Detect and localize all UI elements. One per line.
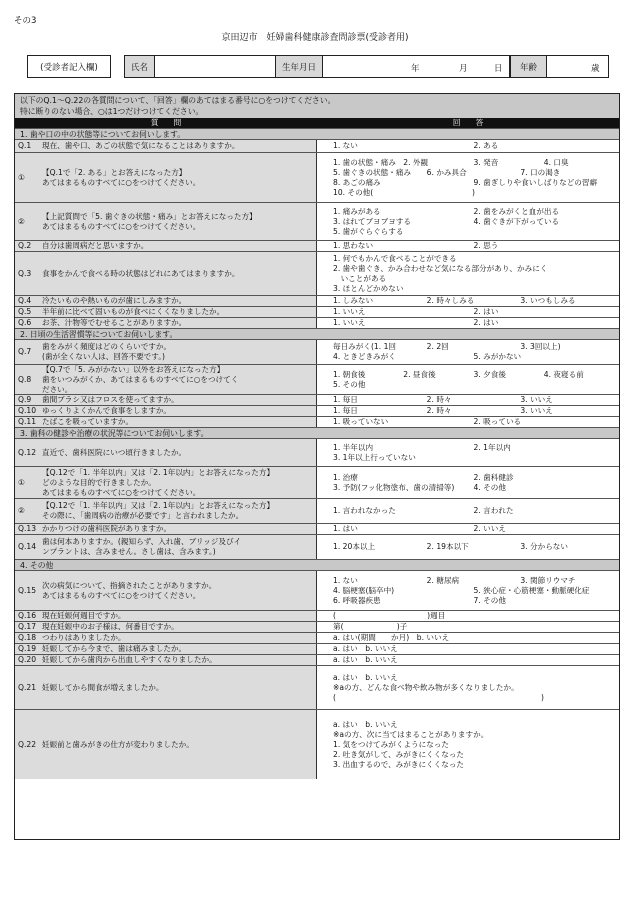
- answer-cell[interactable]: [317, 622, 619, 632]
- question-row: [15, 405, 619, 416]
- question-text: たばこを吸っていますか。: [42, 417, 134, 426]
- question-number: Q.18: [18, 633, 37, 642]
- answer-option[interactable]: 1. 言われなかった: [333, 506, 396, 515]
- question-cell: [15, 241, 317, 251]
- question-text: 妊娠前と歯みがきの仕方が変わりましたか。: [42, 739, 194, 749]
- question-row: [15, 152, 619, 202]
- question-text: かかりつけの歯科医院がありますか。: [42, 524, 172, 533]
- name-label-cell: 氏名: [124, 55, 155, 78]
- answer-option[interactable]: 3. いいえ: [520, 406, 553, 415]
- question-cell: [15, 622, 317, 632]
- question-number: Q.8: [18, 374, 32, 384]
- question-text: 現在妊娠中のお子様は、何番目ですか。: [42, 622, 179, 631]
- answer-option[interactable]: 5. 歯がぐらぐらする: [333, 226, 404, 236]
- question-cell: [15, 571, 317, 610]
- answer-option[interactable]: 1. はい: [333, 524, 358, 533]
- answer-option[interactable]: 2. 吐き気がして、みがきにくくなった: [333, 749, 465, 759]
- answer-option[interactable]: 5. 狭心症・心筋梗塞・動脈硬化症: [473, 585, 590, 595]
- question-text: 冷たいものや熱いものが歯にしみますか。: [42, 296, 187, 305]
- question-cell: [15, 467, 317, 498]
- answer-option[interactable]: 2. 昼食後: [403, 369, 436, 379]
- answer-option[interactable]: 1. 歯の状態・痛み: [333, 157, 396, 167]
- answer-line: [333, 453, 614, 463]
- answer-line: [333, 395, 614, 405]
- answer-line: [333, 473, 614, 483]
- question-text: つわりはありましたか。: [42, 633, 126, 642]
- answer-option[interactable]: 2. 時々: [426, 406, 452, 415]
- question-text: 食事をかんで食べる時の状態はどれにあてはまりますか。: [42, 268, 240, 278]
- answer-option[interactable]: 1. 吸っていない: [333, 417, 389, 426]
- answer-option[interactable]: 3. 3回以上): [520, 342, 561, 351]
- question-row: [15, 570, 619, 610]
- question-text: 次の病気について、指摘されたことがありますか。 あてはまるものすべてに○をつけてください。: [42, 580, 217, 600]
- answer-line: [333, 178, 614, 188]
- answer-line: [333, 307, 614, 317]
- answer-cell[interactable]: [317, 467, 619, 498]
- answer-line: [333, 596, 614, 606]
- question-row: [15, 523, 619, 534]
- answer-line: [333, 644, 614, 654]
- age-label-cell: 年齢: [510, 55, 547, 78]
- answer-line: [333, 586, 614, 596]
- answer-line: [333, 274, 614, 284]
- question-cell: [15, 307, 317, 317]
- question-row: [15, 306, 619, 317]
- answer-option[interactable]: 3. 発音: [473, 157, 499, 167]
- answer-line: [333, 227, 614, 237]
- question-number: Q.19: [18, 644, 37, 653]
- answer-cell[interactable]: [317, 153, 619, 202]
- question-row: [15, 632, 619, 643]
- answer-cell[interactable]: [317, 666, 619, 709]
- question-text: お茶、汁物等でむせることがありますか。: [42, 318, 187, 327]
- answer-cell[interactable]: [317, 140, 619, 152]
- answer-line: [333, 720, 614, 730]
- question-cell: [15, 365, 317, 394]
- question-row: [15, 466, 619, 498]
- answer-option[interactable]: 2. 外観: [403, 157, 429, 167]
- answer-cell[interactable]: [317, 241, 619, 251]
- answer-line: [333, 380, 614, 390]
- answer-line: [333, 576, 614, 586]
- question-number: Q.14: [18, 542, 37, 551]
- question-cell: [15, 666, 317, 709]
- question-cell: [15, 611, 317, 621]
- answer-line: [333, 141, 614, 151]
- answer-option[interactable]: a. はい b. いいえ: [333, 644, 398, 653]
- answer-option[interactable]: 1. ない: [333, 575, 358, 585]
- answer-line: [333, 524, 614, 534]
- answer-option[interactable]: 1. 何でもかんで食べることができる: [333, 253, 457, 263]
- answer-option[interactable]: 4. ときどきみがく: [333, 352, 396, 361]
- answer-option[interactable]: いことがある: [333, 273, 387, 283]
- answer-option[interactable]: 3. 1年以上行っていない: [333, 452, 416, 462]
- answer-option[interactable]: 2. 時々しみる: [426, 296, 475, 305]
- answer-cell[interactable]: [317, 644, 619, 654]
- question-row: [15, 534, 619, 559]
- answer-cell[interactable]: [317, 203, 619, 240]
- answer-option[interactable]: 2. 19本以下: [426, 542, 469, 551]
- question-row: [15, 364, 619, 394]
- question-number: ①: [18, 172, 25, 182]
- question-number: Q.21: [18, 682, 37, 692]
- answer-line: [333, 483, 614, 493]
- question-number: Q.11: [18, 417, 37, 426]
- answer-option[interactable]: 3. 出血するので、みがきにくくなった: [333, 759, 465, 769]
- answer-option[interactable]: 6. 呼吸器疾患: [333, 595, 381, 605]
- question-row: [15, 251, 619, 295]
- answer-line: [333, 417, 614, 427]
- question-number: Q.10: [18, 406, 37, 415]
- answer-cell[interactable]: [317, 524, 619, 534]
- answer-option[interactable]: 3. 予防(フッ化物塗布、歯の清掃等): [333, 482, 455, 492]
- answer-option[interactable]: 3. ほとんどかめない: [333, 283, 404, 293]
- answer-option[interactable]: ( )週目: [333, 611, 446, 620]
- answer-line: [333, 655, 614, 665]
- answer-line: [333, 158, 614, 168]
- answer-option[interactable]: 3. 分からない: [520, 542, 568, 551]
- question-text: 歯間ブラシ又はフロスを使ってますか。: [42, 395, 179, 404]
- answer-cell[interactable]: [317, 417, 619, 427]
- column-header: [15, 118, 619, 128]
- question-text: 妊娠してから今まで、歯は痛みましたか。: [42, 644, 187, 653]
- question-text: ゆっくりよくかんで食事をしますか。: [42, 406, 172, 415]
- instruction-line: 以下のQ.1〜Q.22の各質問について、「回答」欄のあてはまる番号に○をつけてください。: [20, 96, 336, 105]
- recipient-note-label: (受診者記入欄): [40, 62, 98, 73]
- answer-cell[interactable]: [317, 611, 619, 621]
- question-row: [15, 416, 619, 427]
- question-cell: [15, 153, 317, 202]
- question-number: Q.9: [18, 395, 32, 404]
- answer-option[interactable]: 3. はれてブヨブヨする: [333, 216, 412, 226]
- answer-option[interactable]: 5. 歯ぐきの状態・痛み: [333, 167, 412, 177]
- answer-option[interactable]: 4. 歯ぐきが下がっている: [473, 216, 560, 226]
- question-number: Q.4: [18, 296, 32, 305]
- answer-line: [333, 683, 614, 693]
- answer-cell[interactable]: [317, 633, 619, 643]
- question-text: 歯をみがく頻度はどのくらいですか。 (歯が全くない人は、回答不要です。): [42, 342, 172, 361]
- answer-option[interactable]: 2. 吸っている: [473, 417, 522, 426]
- dob-month-label: 月: [459, 64, 468, 74]
- answer-cell[interactable]: [317, 655, 619, 665]
- question-number: Q.16: [18, 611, 37, 620]
- answer-option[interactable]: ※aの方、次に当てはまることがありますか。: [333, 729, 489, 739]
- question-text: 妊娠してから間食が増えましたか。: [42, 682, 164, 692]
- answer-option[interactable]: 2. 1年以内: [473, 442, 511, 452]
- question-number: ②: [18, 216, 25, 226]
- question-text: 歯は何本ありますか。(親知らず、入れ歯、ブリッジ及びイ ンプラントは、含みません。さし歯は、含みます。): [42, 537, 242, 556]
- answer-line: [333, 673, 614, 683]
- answer-cell[interactable]: [317, 710, 619, 779]
- question-text: 【Q.12で「1. 半年以内」又は「2. 1年以内」とお答えになった方】 その際に、「歯周病の治療が必要です」と言われましたか。: [42, 501, 275, 520]
- question-cell: [15, 644, 317, 654]
- age-unit: 歳: [591, 64, 600, 74]
- question-text: 現在妊娠何週目ですか。: [42, 611, 126, 620]
- answer-option[interactable]: 1. いいえ: [333, 307, 366, 316]
- section-header: 3. 歯科の健診や治療の状況等についてお伺いします。: [15, 427, 619, 438]
- answer-option[interactable]: 2. はい: [473, 307, 499, 316]
- page-title: 京田辺市 妊婦歯科健康診査問診票(受診者用): [221, 33, 409, 43]
- answer-option[interactable]: 1. しみない: [333, 296, 374, 305]
- answer-cell[interactable]: [317, 318, 619, 328]
- answer-line: [333, 406, 614, 416]
- answer-line: [333, 760, 614, 770]
- instructions: [15, 94, 619, 118]
- answer-cell[interactable]: [317, 340, 619, 364]
- answer-option[interactable]: 4. 口臭: [543, 157, 569, 167]
- answer-option[interactable]: 5. みがかない: [473, 352, 522, 361]
- answer-option[interactable]: 2. 歯科健診: [473, 472, 514, 482]
- answer-option[interactable]: 1. 毎日: [333, 395, 358, 404]
- answer-line: [333, 296, 614, 306]
- answer-option[interactable]: 2. 歯や歯ぐき、かみ合わせなど気になる部分があり、かみにく: [333, 263, 548, 273]
- question-number: Q.15: [18, 585, 37, 595]
- answer-option[interactable]: 2. 糖尿病: [426, 575, 460, 585]
- question-cell: [15, 633, 317, 643]
- section-header: 1. 歯や口の中の状態等についてお伺いします。: [15, 128, 619, 139]
- answer-option[interactable]: 1. 20本以上: [333, 542, 376, 551]
- answer-option[interactable]: 4. 夜寝る前: [543, 369, 584, 379]
- instruction-line: 特に断りのない場合、○は1つだけつけてください。: [20, 107, 204, 116]
- question-cell: [15, 140, 317, 152]
- question-row: [15, 317, 619, 328]
- answer-option[interactable]: 第( )子: [333, 622, 408, 631]
- question-number: Q.20: [18, 655, 37, 664]
- question-number: Q.1: [18, 141, 32, 150]
- answer-option[interactable]: 1. いいえ: [333, 318, 366, 327]
- answer-cell[interactable]: [317, 406, 619, 416]
- question-row: [15, 202, 619, 240]
- answer-option[interactable]: 4. その他: [473, 482, 506, 492]
- answer-cell[interactable]: [317, 365, 619, 394]
- answer-line: [333, 264, 614, 274]
- question-text: 【Q.12で「1. 半年以内」又は「2. 1年以内」とお答えになった方】 どのような目的で行きましたか。 あてはまるものすべてに○をつけてください。: [42, 467, 275, 497]
- question-number: Q.5: [18, 307, 32, 316]
- question-row: [15, 139, 619, 152]
- question-row: [15, 709, 619, 779]
- answer-line: [333, 352, 614, 362]
- answer-option[interactable]: 5. その他: [333, 379, 366, 389]
- question-number: Q.3: [18, 268, 32, 278]
- question-text: 現在、歯や口、あごの状態で気になることはありますか。: [42, 141, 240, 150]
- dob-label-cell: 生年月日: [275, 55, 323, 78]
- question-cell: [15, 296, 317, 306]
- question-text: 【Q.7で「5. みがかない」以外をお答えになった方】 歯をいつみがくか、あてはまるものすべてに○をつけてく ださい。: [42, 364, 239, 394]
- answer-option[interactable]: 2. 歯をみがくと血が出る: [473, 206, 560, 216]
- answer-line: [333, 318, 614, 328]
- answer-option[interactable]: 3. 夕食後: [473, 369, 506, 379]
- answer-option[interactable]: 7. その他: [473, 595, 506, 605]
- question-number: Q.17: [18, 622, 37, 631]
- questionnaire-table: [14, 93, 620, 840]
- question-row: [15, 438, 619, 466]
- answer-cell[interactable]: [317, 252, 619, 295]
- answer-cell[interactable]: [317, 535, 619, 559]
- answer-option[interactable]: a. はい b. いいえ: [333, 655, 398, 664]
- answer-cell[interactable]: [317, 439, 619, 466]
- question-number: Q.6: [18, 318, 32, 327]
- question-cell: [15, 252, 317, 295]
- answer-option[interactable]: 2. 時々: [426, 395, 452, 404]
- answer-option[interactable]: 6. かみ具合: [426, 167, 467, 177]
- question-cell: [15, 535, 317, 559]
- answer-option[interactable]: 1. 思わない: [333, 241, 374, 250]
- answer-option[interactable]: 2. いいえ: [473, 524, 506, 533]
- question-row: [15, 621, 619, 632]
- question-cell: [15, 710, 317, 779]
- answer-option[interactable]: 2. 2回: [426, 342, 449, 351]
- dob-year-label: 年: [411, 64, 420, 74]
- question-text: 【Q.1で「2. ある」とお答えになった方】 あてはまるものすべてに○をつけてください。: [42, 167, 201, 187]
- question-text: 妊娠してから歯肉から出血しやすくなりましたか。: [42, 655, 217, 664]
- answer-option[interactable]: 毎日みがく(1. 1回: [333, 342, 397, 351]
- answer-option[interactable]: 1. 半年以内: [333, 442, 374, 452]
- answer-line: [333, 217, 614, 227]
- answer-line: [333, 506, 614, 516]
- question-row: [15, 295, 619, 306]
- question-number: Q.22: [18, 739, 37, 749]
- question-row: [15, 394, 619, 405]
- answer-option[interactable]: 1. 気をつけてみがくようになった: [333, 739, 449, 749]
- answer-line: [333, 168, 614, 178]
- answer-line: [333, 241, 614, 251]
- question-row: [15, 339, 619, 364]
- answer-line: [333, 188, 614, 198]
- column-header-answer: 回 答: [452, 118, 484, 127]
- answer-cell[interactable]: [317, 307, 619, 317]
- answer-line: [333, 622, 614, 632]
- question-number: Q.2: [18, 241, 32, 250]
- answer-option[interactable]: 9. 歯ぎしりや食いしばりなどの習癖: [473, 177, 598, 187]
- answer-line: [333, 207, 614, 217]
- answer-option[interactable]: 1. 治療: [333, 472, 358, 482]
- dob-field[interactable]: [322, 55, 510, 78]
- question-cell: [15, 395, 317, 405]
- answer-option[interactable]: 2. 言われた: [473, 506, 514, 515]
- question-cell: [15, 406, 317, 416]
- answer-line: [333, 370, 614, 380]
- answer-line: [333, 443, 614, 453]
- answer-line: [333, 284, 614, 294]
- question-cell: [15, 439, 317, 466]
- question-text: 自分は歯周病だと思いますか。: [42, 241, 149, 250]
- question-cell: [15, 203, 317, 240]
- dob-day-label: 日: [494, 64, 503, 74]
- answer-option[interactable]: 3. いいえ: [520, 395, 553, 404]
- answer-line: [333, 693, 614, 703]
- answer-cell[interactable]: [317, 571, 619, 610]
- page-number: その3: [14, 16, 37, 26]
- answer-line: [333, 611, 614, 621]
- question-cell: [15, 340, 317, 364]
- question-row: [15, 654, 619, 665]
- question-number: Q.12: [18, 447, 37, 457]
- question-cell: [15, 524, 317, 534]
- answer-cell[interactable]: [317, 296, 619, 306]
- answer-option[interactable]: 1. 毎日: [333, 406, 358, 415]
- answer-option[interactable]: a. はい b. いいえ: [333, 672, 398, 682]
- answer-option[interactable]: a. はい b. いいえ: [333, 719, 398, 729]
- answer-option[interactable]: 1. 痛みがある: [333, 206, 381, 216]
- answer-line: [333, 542, 614, 552]
- answer-option[interactable]: 4. 脳梗塞(脳卒中): [333, 585, 395, 595]
- question-cell: [15, 655, 317, 665]
- answer-option[interactable]: ※aの方、どんな食べ物や飲み物が多くなりましたか。: [333, 682, 519, 692]
- answer-option[interactable]: 2. 思う: [473, 241, 499, 250]
- answer-option[interactable]: 10. その他( ): [333, 187, 475, 197]
- question-number: ①: [18, 477, 25, 487]
- question-number: Q.7: [18, 347, 32, 356]
- column-header-question: 質 問: [150, 118, 182, 127]
- answer-option[interactable]: 2. はい: [473, 318, 499, 327]
- question-number: ②: [18, 506, 25, 515]
- answer-option[interactable]: 8. あごの痛み: [333, 177, 381, 187]
- question-number: Q.13: [18, 524, 37, 533]
- name-field[interactable]: [154, 55, 276, 78]
- answer-cell[interactable]: [317, 499, 619, 523]
- answer-option[interactable]: 1. ない: [333, 141, 358, 150]
- answer-cell[interactable]: [317, 395, 619, 405]
- recipient-note-box: [27, 55, 111, 78]
- section-header: 2. 日頃の生活習慣等についてお伺いします。: [15, 328, 619, 339]
- answer-option[interactable]: ( ): [333, 692, 544, 702]
- answer-option[interactable]: 3. 関節リウマチ: [520, 575, 576, 585]
- question-row: [15, 240, 619, 251]
- answer-option[interactable]: 2. ある: [473, 141, 499, 150]
- question-row: [15, 610, 619, 621]
- answer-option[interactable]: 7. 口の渇き: [520, 167, 561, 177]
- question-cell: [15, 417, 317, 427]
- question-cell: [15, 318, 317, 328]
- answer-line: [333, 342, 614, 352]
- question-row: [15, 643, 619, 654]
- answer-line: [333, 730, 614, 740]
- answer-line: [333, 633, 614, 643]
- question-cell: [15, 499, 317, 523]
- answer-option[interactable]: 3. いつもしみる: [520, 296, 576, 305]
- age-field[interactable]: [546, 55, 609, 78]
- answer-option[interactable]: a. はい(期間 か月) b. いいえ: [333, 633, 450, 642]
- answer-line: [333, 254, 614, 264]
- question-row: [15, 665, 619, 709]
- answer-line: [333, 740, 614, 750]
- answer-line: [333, 750, 614, 760]
- section-header: 4. その他: [15, 559, 619, 570]
- answer-option[interactable]: 1. 朝食後: [333, 369, 366, 379]
- question-row: [15, 498, 619, 523]
- question-text: 半年前に比べて固いものが食べにくくなりましたか。: [42, 307, 225, 316]
- question-text: 直近で、歯科医院にいつ頃行きましたか。: [42, 447, 187, 457]
- question-text: 【上記質問で「5. 歯ぐきの状態・痛み」とお答えになった方】 あてはまるものすべてに○をつけてください。: [42, 211, 257, 231]
